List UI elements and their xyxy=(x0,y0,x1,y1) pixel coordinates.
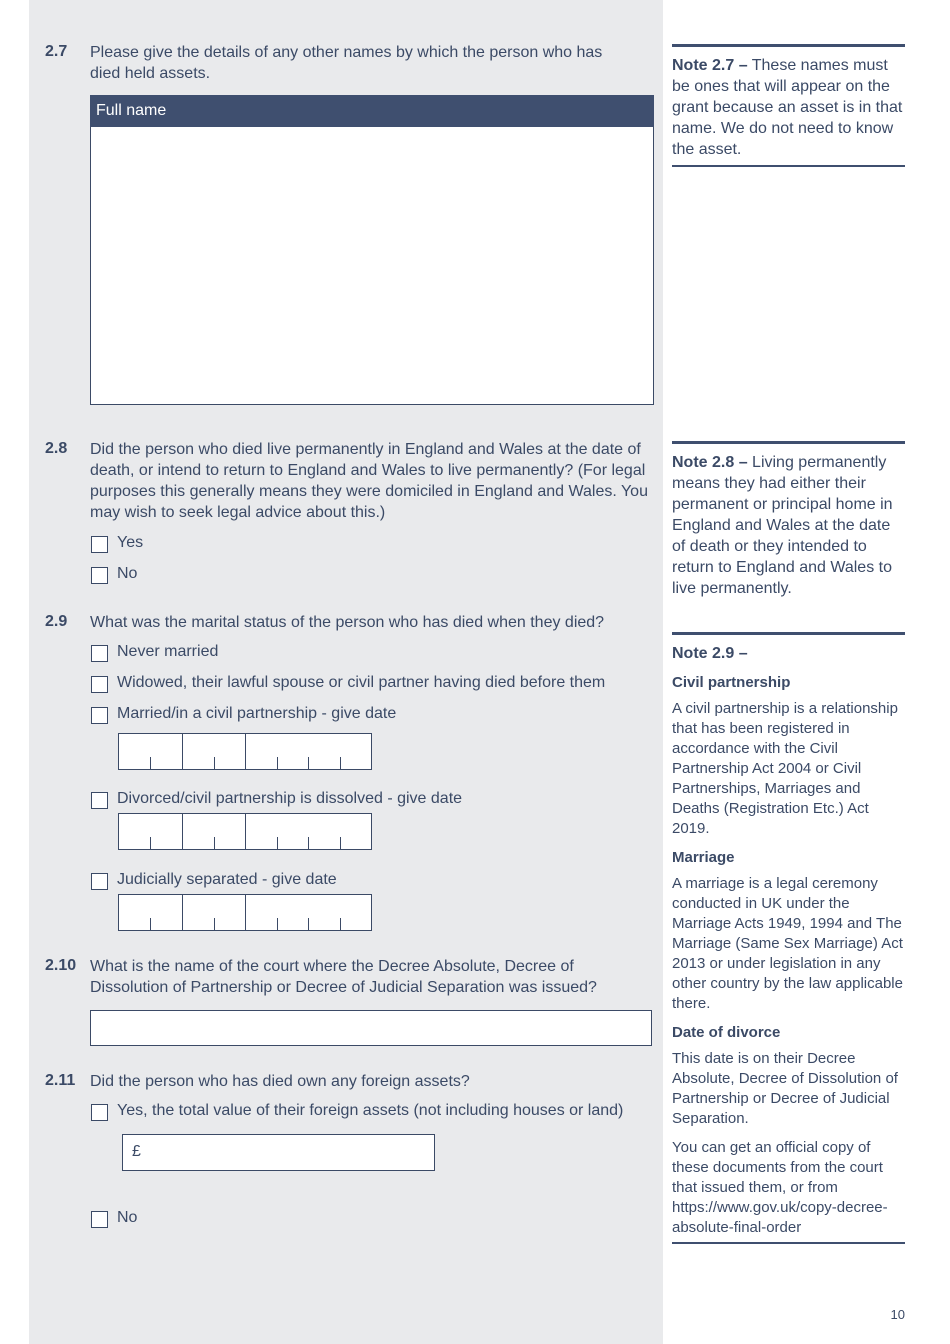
full-name-input-area[interactable] xyxy=(90,127,654,405)
widowed-label: Widowed, their lawful spouse or civil partner having died before them xyxy=(117,674,606,691)
full-name-header: Full name xyxy=(90,95,654,127)
checkbox-divorced[interactable] xyxy=(91,792,108,809)
divorced-date-input[interactable] xyxy=(118,813,372,850)
marriage-text: A marriage is a legal ceremony conducted in UK under the Marriage Acts 1949, 1994 and The Marriage (Same Sex Marriage) Act 2013 or under legislation in any other country by the law applicable there. xyxy=(672,875,903,1012)
foreign-assets-value-input[interactable] xyxy=(122,1134,435,1171)
note-2-9 xyxy=(672,632,905,1244)
checkbox-married[interactable] xyxy=(91,707,108,724)
question-2-8-number: 2.8 xyxy=(45,440,68,457)
checkbox-yes-domicile[interactable] xyxy=(91,536,108,553)
checkbox-foreign-assets-yes[interactable] xyxy=(91,1104,108,1121)
divorced-label: Divorced/civil partnership is dissolved - give date xyxy=(117,790,463,807)
date-of-divorce-text: This date is on their Decree Absolute, Decree of Dissolution of Partnership or Decree of Judicial Separation. xyxy=(672,1050,898,1127)
checkbox-no-label: No xyxy=(117,565,138,582)
note-2-8 xyxy=(672,441,905,599)
question-2-11-text: Did the person who has died own any foreign assets? xyxy=(90,1073,470,1090)
page-number: 10 xyxy=(890,1307,905,1322)
separated-date-input[interactable] xyxy=(118,894,372,931)
note-2-7-text: These names must be ones that will appear on the grant because an asset is in that name. We do not need to know the asset. xyxy=(672,57,903,158)
question-2-8-text: Did the person who died live permanently in England and Wales at the date of death, or intend to return to England and Wales to live permanently? (For legal purposes this generally means they were domiciled in England and Wales. You may wish to seek legal advice about this.) xyxy=(90,441,648,521)
date-of-divorce-heading: Date of divorce xyxy=(672,1024,781,1041)
question-2-10-text: What is the name of the court where the Decree Absolute, Decree of Dissolution of Partnership or Decree of Judicial Separation was issued? xyxy=(90,958,597,996)
question-2-7-text: Please give the details of any other names by which the person who has died held assets. xyxy=(90,44,603,82)
married-date-input[interactable] xyxy=(118,733,372,770)
judicially-separated-label: Judicially separated - give date xyxy=(117,871,337,888)
question-2-11-number: 2.11 xyxy=(45,1072,76,1089)
checkbox-foreign-assets-no[interactable] xyxy=(91,1211,108,1228)
question-2-9-number: 2.9 xyxy=(45,613,68,630)
checkbox-no-domicile[interactable] xyxy=(91,567,108,584)
note-2-8-text: Living permanently means they had either their permanent or principal home in England and Wales at the date of death or they intended to return to England and Wales to live permanently. xyxy=(672,454,893,597)
civil-partnership-text: A civil partnership is a relationship that has been registered in accordance with the Civil Partnership Act 2004 or Civil Partnerships, Marriages and Deaths (Registration Etc.) Act 2019. xyxy=(672,700,898,837)
civil-partnership-heading: Civil partnership xyxy=(672,674,791,691)
foreign-assets-yes-label: Yes, the total value of their foreign assets (not including houses or land) xyxy=(117,1102,624,1119)
never-married-label: Never married xyxy=(117,643,219,660)
checkbox-yes-label: Yes xyxy=(117,534,144,551)
pound-sign: £ xyxy=(132,1143,141,1160)
official-copy-text: You can get an official copy of these documents from the court that issued them, or from https://www.gov.uk/copy-decree-absolute-final-order xyxy=(672,1139,888,1236)
checkbox-never-married[interactable] xyxy=(91,645,108,662)
married-label: Married/in a civil partnership - give date xyxy=(117,705,397,722)
note-2-9-label: Note 2.9 – xyxy=(672,645,748,662)
foreign-assets-no-label: No xyxy=(117,1209,138,1226)
court-name-input[interactable] xyxy=(90,1010,652,1046)
note-2-7 xyxy=(672,44,905,167)
checkbox-widowed[interactable] xyxy=(91,676,108,693)
question-2-10-number: 2.10 xyxy=(45,957,77,974)
checkbox-judicially-separated[interactable] xyxy=(91,873,108,890)
question-2-7-number: 2.7 xyxy=(45,43,68,60)
question-2-9-text: What was the marital status of the person who has died when they died? xyxy=(90,614,605,631)
marriage-heading: Marriage xyxy=(672,849,735,866)
note-2-8-label: Note 2.8 – xyxy=(672,454,748,471)
note-2-7-label: Note 2.7 – xyxy=(672,57,748,74)
